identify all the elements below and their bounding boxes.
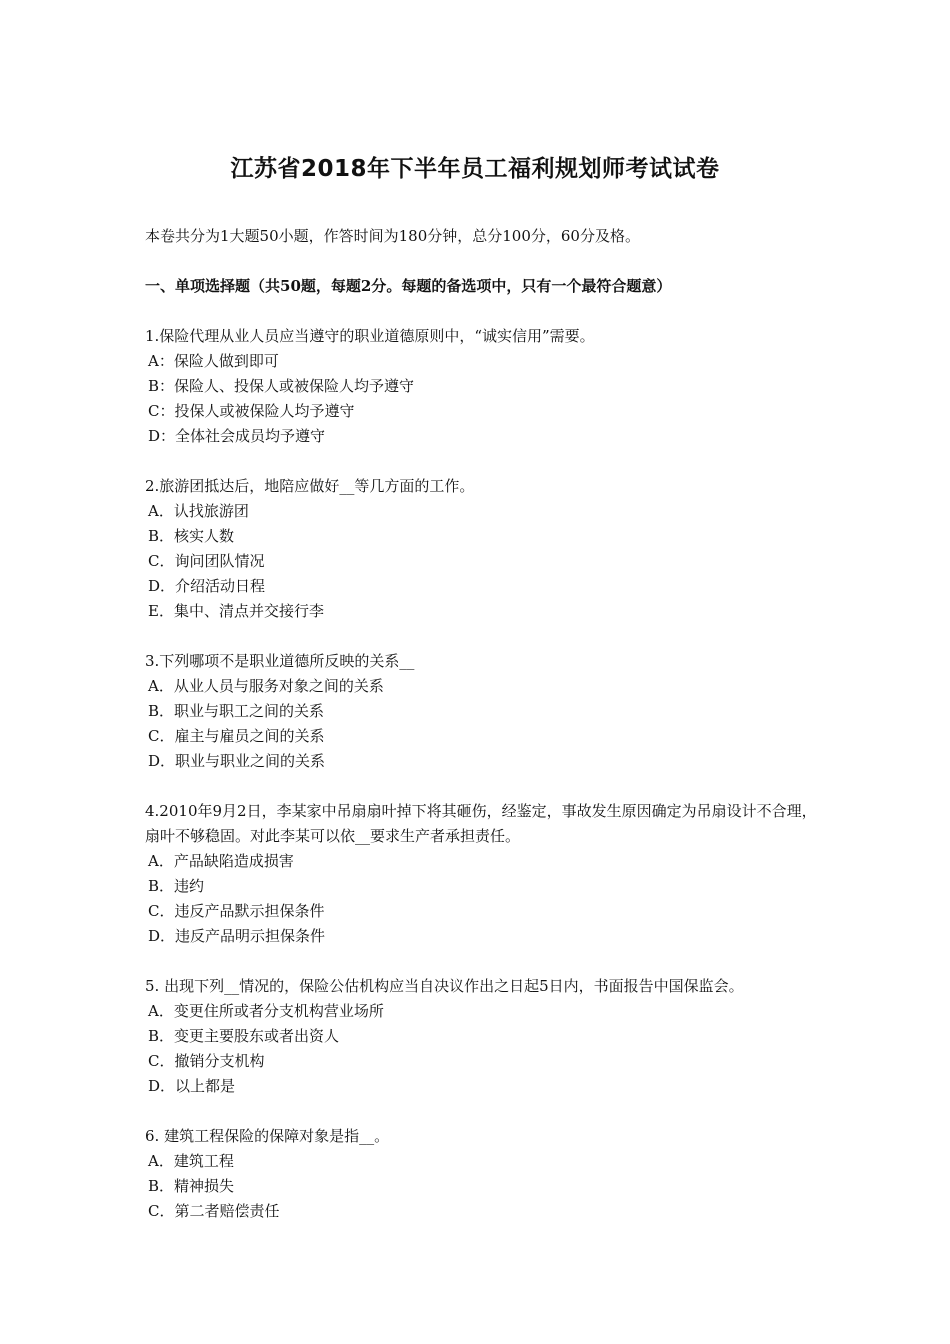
option-b: B．违约 bbox=[148, 877, 205, 895]
document-title: 江苏省2018年下半年员工福利规划师考试试卷 bbox=[230, 156, 720, 182]
option-b: B．变更主要股东或者出资人 bbox=[148, 1027, 340, 1045]
option-d: D．职业与职业之间的关系 bbox=[148, 752, 326, 770]
question-stem: 2.旅游团抵达后，地陪应做好__等几方面的工作。 bbox=[145, 477, 475, 495]
option-c: C．第二者赔偿责任 bbox=[148, 1202, 280, 1220]
question-stem: 5. 出现下列__情况的，保险公估机构应当自决议作出之日起5日内，书面报告中国保监会。 bbox=[145, 977, 744, 995]
option-b: B．职业与职工之间的关系 bbox=[148, 702, 325, 720]
option-c: C．撤销分支机构 bbox=[148, 1052, 265, 1070]
section-heading: 一、单项选择题（共50题，每题2分。每题的备选项中，只有一个最符合题意） bbox=[145, 277, 672, 295]
option-list bbox=[145, 349, 825, 449]
question-stem: 6. 建筑工程保险的保障对象是指__。 bbox=[145, 1127, 390, 1145]
question-2 bbox=[145, 474, 825, 624]
question-5 bbox=[145, 974, 825, 1099]
question-4 bbox=[145, 799, 825, 949]
option-a: A：保险人做到即可 bbox=[148, 352, 279, 370]
option-c: C．询问团队情况 bbox=[148, 552, 265, 570]
question-6 bbox=[145, 1124, 825, 1224]
option-c: C：投保人或被保险人均予遵守 bbox=[148, 402, 355, 420]
option-d: D．以上都是 bbox=[148, 1077, 236, 1095]
option-d: D．违反产品明示担保条件 bbox=[148, 927, 326, 945]
option-b: B．核实人数 bbox=[148, 527, 235, 545]
option-list bbox=[145, 499, 825, 624]
document-body bbox=[145, 224, 825, 1249]
option-a: A．建筑工程 bbox=[148, 1152, 234, 1170]
option-list bbox=[145, 999, 825, 1099]
option-a: A．产品缺陷造成损害 bbox=[148, 852, 294, 870]
question-stem: 4.2010年9月2日，李某家中吊扇扇叶掉下将其砸伤，经鉴定，事故发生原因确定为吊扇设计不合理，扇叶不够稳固。对此李某可以依__要求生产者承担责任。 bbox=[145, 802, 817, 845]
option-a: A．认找旅游团 bbox=[148, 502, 249, 520]
question-3 bbox=[145, 649, 825, 774]
option-e: E．集中、清点并交接行李 bbox=[148, 602, 324, 620]
question-stem: 3.下列哪项不是职业道德所反映的关系__ bbox=[145, 652, 415, 670]
question-1 bbox=[145, 324, 825, 449]
option-c: C．雇主与雇员之间的关系 bbox=[148, 727, 325, 745]
option-d: D．介绍活动日程 bbox=[148, 577, 266, 595]
exam-intro: 本卷共分为1大题50小题，作答时间为180分钟，总分100分，60分及格。 bbox=[145, 227, 640, 245]
option-d: D：全体社会成员均予遵守 bbox=[148, 427, 326, 445]
option-c: C．违反产品默示担保条件 bbox=[148, 902, 325, 920]
option-list bbox=[145, 674, 825, 774]
option-b: B：保险人、投保人或被保险人均予遵守 bbox=[148, 377, 415, 395]
option-a: A．从业人员与服务对象之间的关系 bbox=[148, 677, 384, 695]
question-stem: 1.保险代理从业人员应当遵守的职业道德原则中，“诚实信用”需要。 bbox=[145, 327, 595, 345]
option-a: A．变更住所或者分支机构营业场所 bbox=[148, 1002, 384, 1020]
option-b: B．精神损失 bbox=[148, 1177, 235, 1195]
option-list bbox=[145, 849, 825, 949]
option-list bbox=[145, 1149, 825, 1224]
